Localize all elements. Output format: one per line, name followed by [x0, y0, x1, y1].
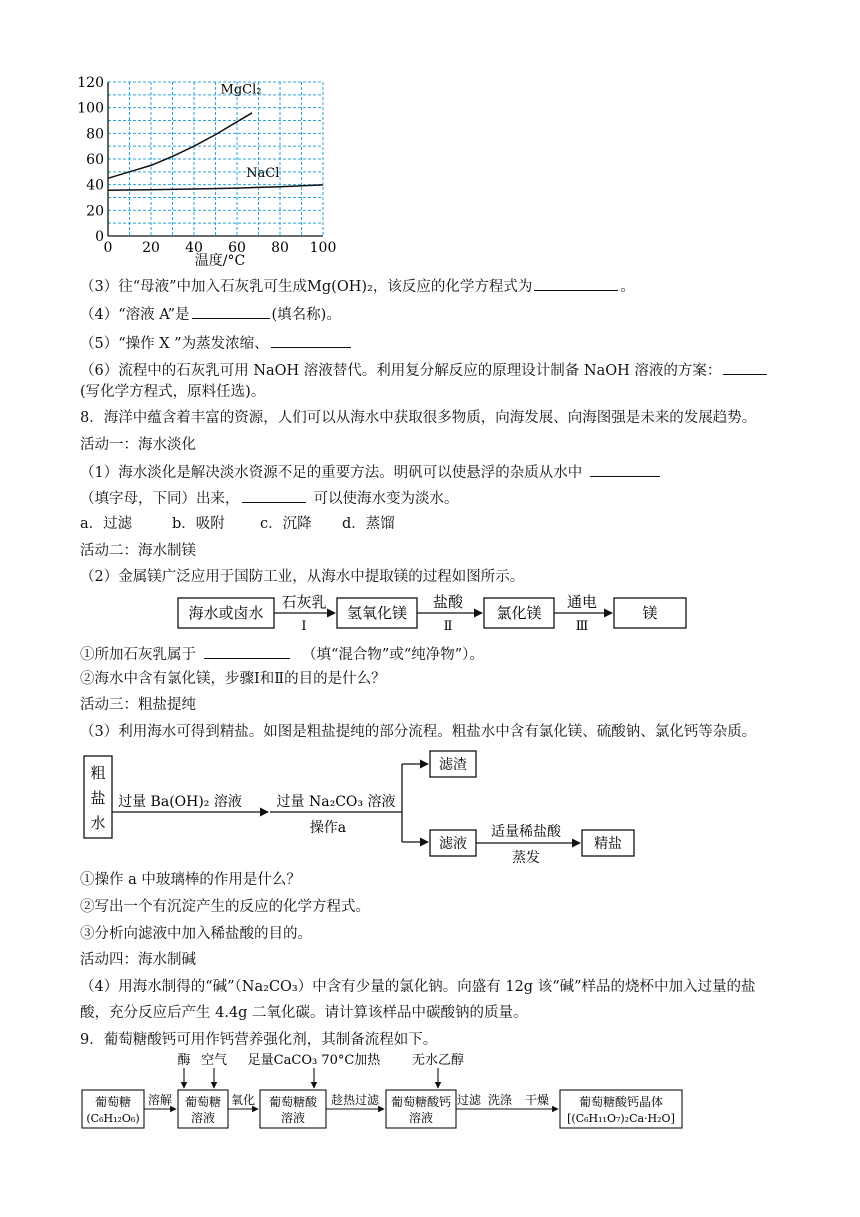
box-crystal-formula: [(C₆H₁₁O₇)₂Ca·H₂O] — [567, 1112, 675, 1125]
q8-part1 — [80, 462, 662, 483]
q7-part5-blank[interactable] — [271, 333, 351, 348]
box-mg-hydroxide-label: 氢氧化镁 — [346, 604, 408, 622]
series-label-mgcl2: MgCl₂ — [220, 82, 262, 98]
input-ethanol: 无水乙醇 — [411, 1053, 465, 1068]
x-tick-label: 0 — [103, 240, 113, 256]
box-gluconic-acid-l1: 葡萄糖酸 — [268, 1095, 318, 1109]
box-residue-label: 滤渣 — [439, 757, 467, 773]
q8-activity-4: 活动四：海水制碱 — [80, 952, 196, 968]
box-ca-gluconate-solution-l2: 溶液 — [408, 1111, 434, 1125]
step3-operation: 蒸发 — [512, 850, 540, 866]
q7-part5 — [80, 333, 353, 354]
q8-activity-3: 活动三：粗盐提纯 — [80, 697, 196, 713]
step-dry: 干燥 — [524, 1093, 550, 1107]
arrow3-step: Ⅲ — [575, 619, 589, 634]
x-tick-label: 20 — [142, 240, 160, 256]
q7-part3-text: （3）往“母液”中加入石灰乳可生成Mg(OH)₂，该反应的化学方程式为 — [80, 279, 533, 295]
q7-part4-text: （4）“溶液 A”是 — [80, 307, 190, 323]
salt-purification-diagram — [80, 748, 650, 866]
q7-part6-cont: (写化学方程式，原料任选)。 — [80, 384, 266, 400]
box-magnesium-label: 镁 — [642, 604, 658, 622]
q8-part1-hint: （填字母，下同）出来， — [80, 491, 240, 507]
q8-part2-2: ②海水中含有氯化镁，步骤Ⅰ和Ⅱ的目的是什么？ — [80, 671, 386, 687]
step-oxidize: 氧化 — [230, 1093, 256, 1107]
box-glucose-formula: (C₆H₁₂O₆) — [86, 1112, 140, 1125]
box-filtrate-label: 滤液 — [439, 836, 467, 852]
q9-stem: 9．葡萄糖酸钙可用作钙营养强化剂，其制备流程如下。 — [80, 1032, 438, 1048]
option-c: c．沉降 — [260, 516, 312, 532]
q8-part1-blank1[interactable] — [590, 462, 660, 477]
step-hot-filter: 趁热过滤 — [330, 1093, 380, 1107]
q8-part3-3: ③分析向滤液中加入稀盐酸的目的。 — [80, 926, 312, 942]
q7-part6-text: （6）流程中的石灰乳可用 NaOH 溶液替代。利用复分解反应的原理设计制备 NaOH 溶液的方案： — [80, 363, 722, 379]
box-crystal-name: 葡萄糖酸钙晶体 — [578, 1095, 664, 1109]
q7-part3-end: 。 — [620, 279, 635, 295]
y-tick-label: 60 — [86, 152, 104, 168]
option-b: b．吸附 — [172, 516, 225, 532]
box-refined-salt-label: 精盐 — [594, 836, 622, 852]
y-tick-label: 80 — [86, 126, 104, 143]
step1-reagent: 过量 Ba(OH)₂ 溶液 — [118, 794, 242, 810]
operation-a-label: 操作a — [309, 820, 347, 836]
q7-part4-blank[interactable] — [192, 304, 270, 319]
box-glucose-name: 葡萄糖 — [94, 1095, 132, 1109]
q8-part2: （2）金属镁广泛应用于国防工业，从海水中提取镁的过程如图所示。 — [80, 569, 525, 585]
q7-part4-hint: (填名称)。 — [271, 307, 341, 323]
arrow1-step: Ⅰ — [301, 619, 307, 634]
option-a: a．过滤 — [80, 516, 133, 532]
q8-stem: 8．海洋中蕴含着丰富的资源，人们可以从海水中获取很多物质，向海发展、向海图强是未来的发展趋势。 — [80, 410, 757, 426]
calcium-gluconate-flow — [78, 1052, 688, 1134]
box-ca-gluconate-solution-l1: 葡萄糖酸钙 — [390, 1095, 452, 1109]
q8-part4-line2: 酸，充分反应后产生 4.4g 二氧化碳。请计算该样品中碳酸钠的质量。 — [80, 1005, 528, 1021]
x-axis-label: 温度/°C — [194, 253, 246, 269]
x-tick-label: 80 — [271, 240, 289, 256]
arrow1-reagent: 石灰乳 — [281, 593, 327, 611]
q7-part3-blank[interactable] — [534, 276, 618, 291]
x-tick-label: 100 — [309, 240, 337, 256]
chart-grid — [108, 82, 323, 236]
q7-part6 — [80, 360, 769, 381]
y-tick-label: 20 — [86, 203, 104, 220]
series-label-nacl: NaCl — [246, 165, 280, 181]
q8-part4-line1: （4）用海水制得的“碱”（Na₂CO₃）中含有少量的氯化钠。向盛有 12g 该“碱”样品的烧杯中加入过量的盐 — [80, 979, 756, 995]
y-tick-label: 100 — [77, 100, 104, 117]
box-mg-chloride-label: 氯化镁 — [496, 604, 542, 622]
q8-part2-1-hint: （填“混合物”或“纯净物”）。 — [302, 647, 484, 663]
step-wash: 洗涤 — [487, 1093, 513, 1107]
q8-activity-1: 活动一：海水淡化 — [80, 437, 196, 453]
q8-part1-text2: 可以使海水变为淡水。 — [313, 491, 459, 507]
step-dissolve: 溶解 — [147, 1093, 173, 1107]
crude-brine-char-3: 水 — [90, 814, 106, 832]
q8-part3-1: ①操作 a 中玻璃棒的作用是什么？ — [80, 872, 301, 888]
box-gluconic-acid-l2: 溶液 — [280, 1111, 306, 1125]
step-filter: 过滤 — [456, 1093, 482, 1107]
q8-part1-text: （1）海水淡化是解决淡水资源不足的重要方法。明矾可以使悬浮的杂质从水中 — [80, 465, 583, 481]
q8-options — [80, 514, 395, 534]
box-glucose-solution-l2: 溶液 — [190, 1111, 216, 1125]
step3-reagent: 适量稀盐酸 — [491, 824, 561, 840]
q7-part6-blank[interactable] — [723, 360, 767, 375]
q8-part3-2: ②写出一个有沉淀产生的反应的化学方程式。 — [80, 899, 370, 915]
arrow3-condition: 通电 — [566, 593, 598, 611]
solubility-chart — [70, 74, 350, 270]
q7-part3 — [80, 276, 635, 297]
x-tick-label: 40 — [185, 240, 203, 256]
x-tick-label: 60 — [228, 240, 246, 256]
magnesium-flow-diagram — [170, 590, 700, 636]
input-enzyme: 酶 — [177, 1053, 191, 1068]
q8-part1-blank2[interactable] — [242, 488, 306, 503]
q8-part2-1-text: ①所加石灰乳属于 — [80, 647, 196, 663]
y-tick-label: 0 — [95, 229, 104, 245]
q7-part4 — [80, 304, 341, 325]
q8-part2-1 — [80, 644, 484, 665]
crude-brine-char-2: 盐 — [90, 789, 106, 807]
q8-part3: （3）利用海水可得到精盐。如图是粗盐提纯的部分流程。粗盐水中含有氯化镁、硫酸钠、氯化钙等杂质。 — [80, 724, 757, 740]
q8-activity-2: 活动二：海水制镁 — [80, 543, 196, 559]
q7-part5-text: （5）“操作 X ”为蒸发浓缩、 — [80, 336, 269, 352]
arrow2-step: Ⅱ — [443, 619, 453, 634]
input-caco3: 足量CaCO₃ 70°C加热 — [247, 1053, 381, 1068]
y-tick-label: 40 — [86, 177, 104, 194]
box-glucose-solution-l1: 葡萄糖 — [184, 1095, 222, 1109]
arrow2-reagent: 盐酸 — [432, 593, 464, 611]
q8-part2-1-blank[interactable] — [204, 644, 290, 659]
q8-part1-cont — [80, 488, 459, 509]
box-seawater-label: 海水或卤水 — [188, 604, 264, 622]
y-tick-label: 120 — [77, 75, 104, 91]
input-air: 空气 — [200, 1053, 228, 1068]
step2-reagent: 过量 Na₂CO₃ 溶液 — [276, 794, 396, 810]
option-d: d．蒸馏 — [342, 516, 395, 532]
crude-brine-char-1: 粗 — [90, 764, 106, 782]
